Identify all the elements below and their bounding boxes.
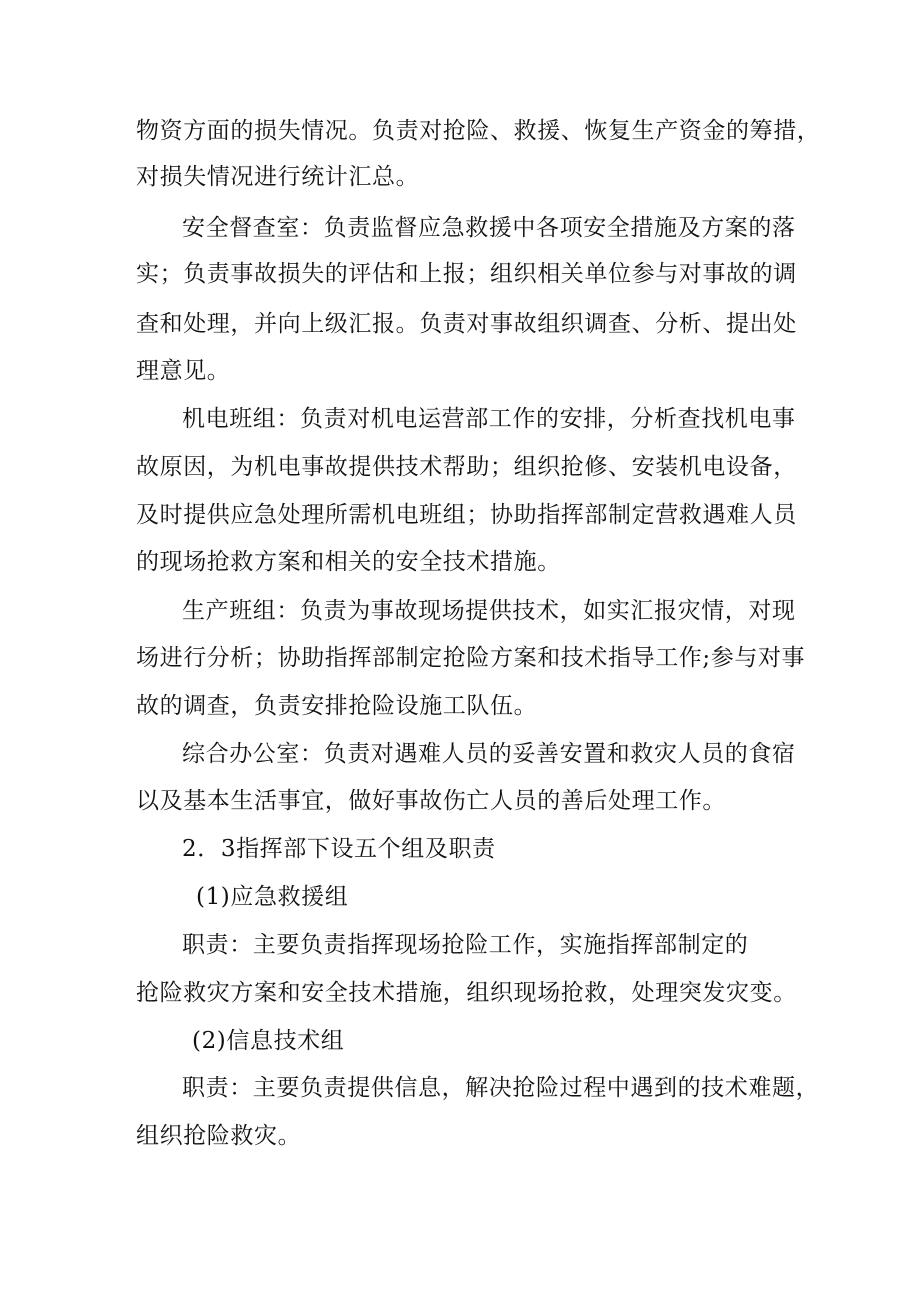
text-line: 的现场抢救方案和相关的安全技术措施。: [136, 549, 561, 575]
text-line: 物资方面的损失情况。负责对抢险、救援、恢复生产资金的筹措，: [136, 118, 821, 144]
text-line: 查和处理，并向上级汇报。负责对事故组织调查、分析、提出处: [136, 311, 797, 337]
text-line: 生产班组：负责为事故现场提供技术，如实汇报灾情，对现: [182, 598, 796, 624]
text-line: 理意见。: [136, 358, 231, 384]
text-line: 职责：主要负责指挥现场抢险工作，实施指挥部制定的: [182, 932, 749, 958]
text-line: 实；负责事故损失的评估和上报；组织相关单位参与对事故的调: [136, 261, 797, 287]
text-line: 综合办公室：负责对遇难人员的妥善安置和救灾人员的食宿: [182, 741, 796, 767]
text-line: 对损失情况进行统计汇总。: [136, 164, 420, 190]
text-line: 故的调查，负责安排抢险设施工队伍。: [136, 693, 538, 719]
text-line: 抢险救灾方案和安全技术措施，组织现场抢救，处理突发灾变。: [136, 980, 797, 1006]
text-line: 场进行分析；协助指挥部制定抢险方案和技术指导工作;参与对事: [136, 645, 806, 671]
text-line: 组织抢险救灾。: [136, 1123, 302, 1149]
section-heading: 2．3指挥部下设五个组及职责: [182, 836, 496, 862]
text-line: 以及基本生活事宜，做好事故伤亡人员的善后处理工作。: [136, 788, 726, 814]
text-line: 安全督查室：负责监督应急救援中各项安全措施及方案的落: [182, 215, 796, 241]
subsection-heading: (2)信息技术组: [192, 1028, 345, 1054]
text-line: 机电班组：负责对机电运营部工作的安排，分析查找机电事: [182, 406, 796, 432]
text-line: 故原因，为机电事故提供技术帮助；组织抢修、安装机电设备，: [136, 454, 797, 480]
subsection-heading: (1)应急救援组: [196, 884, 349, 910]
text-line: 职责：主要负责提供信息，解决抢险过程中遇到的技术难题，: [182, 1075, 820, 1101]
text-line: 及时提供应急处理所需机电班组；协助指挥部制定营救遇难人员: [136, 502, 797, 528]
